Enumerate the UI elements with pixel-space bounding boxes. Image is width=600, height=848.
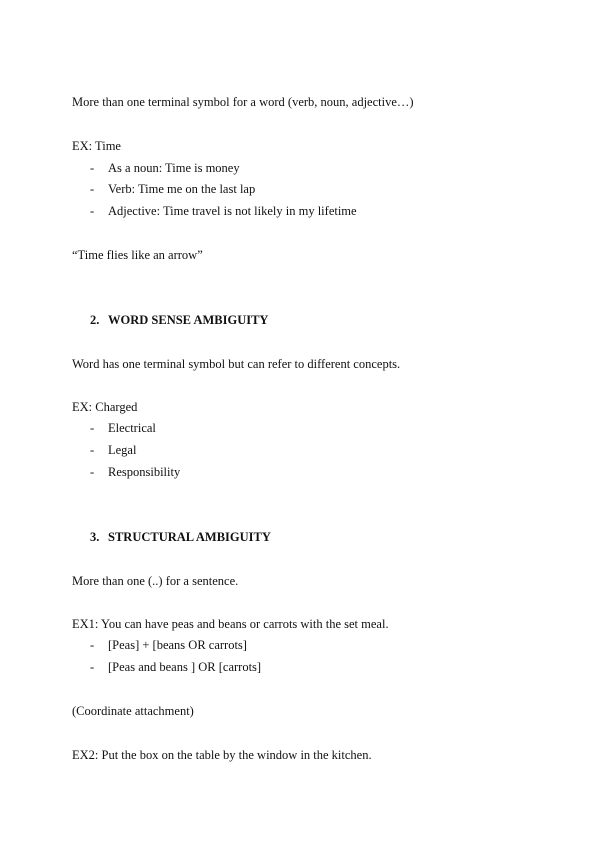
dash-marker: - <box>90 638 95 652</box>
list-item <box>90 637 247 653</box>
list-item-text: [Peas] + [beans OR carrots] <box>108 638 247 652</box>
section-number: 2. <box>90 313 100 327</box>
list-item <box>90 203 357 219</box>
coordinate-attachment-note: (Coordinate attachment) <box>72 704 194 718</box>
list-item-text: Responsibility <box>108 465 181 479</box>
dash-marker: - <box>90 161 95 175</box>
section-3-description: More than one (..) for a sentence. <box>72 574 239 588</box>
example-1-label: EX1: You can have peas and beans or carrots with the set meal. <box>72 617 389 631</box>
section-2-heading <box>90 312 268 328</box>
list-item <box>90 160 240 176</box>
dash-marker: - <box>90 660 95 674</box>
section-number: 3. <box>90 530 100 544</box>
example-time-label: EX: Time <box>72 139 121 153</box>
example-2-label: EX2: Put the box on the table by the window in the kitchen. <box>72 748 372 762</box>
list-item <box>90 659 261 675</box>
list-item <box>90 442 136 458</box>
list-item-text: Electrical <box>108 421 156 435</box>
list-item-text: [Peas and beans ] OR [carrots] <box>108 660 262 674</box>
section-title: WORD SENSE AMBIGUITY <box>108 313 269 327</box>
dash-marker: - <box>90 421 95 435</box>
list-item <box>90 181 255 197</box>
section-title: STRUCTURAL AMBIGUITY <box>108 530 271 544</box>
list-item <box>90 464 180 480</box>
dash-marker: - <box>90 465 95 479</box>
list-item-text: Legal <box>108 443 137 457</box>
section-2-description: Word has one terminal symbol but can refer to different concepts. <box>72 357 401 371</box>
quote-text: “Time flies like an arrow” <box>72 248 203 262</box>
intro-text: More than one terminal symbol for a word (verb, noun, adjective…) <box>72 95 414 109</box>
dash-marker: - <box>90 204 95 218</box>
list-item-text: As a noun: Time is money <box>108 161 240 175</box>
section-3-heading <box>90 529 271 545</box>
list-item-text: Verb: Time me on the last lap <box>108 182 256 196</box>
list-item-text: Adjective: Time travel is not likely in my lifetime <box>108 204 357 218</box>
example-charged-label: EX: Charged <box>72 400 138 414</box>
dash-marker: - <box>90 182 95 196</box>
dash-marker: - <box>90 443 95 457</box>
list-item <box>90 420 156 436</box>
